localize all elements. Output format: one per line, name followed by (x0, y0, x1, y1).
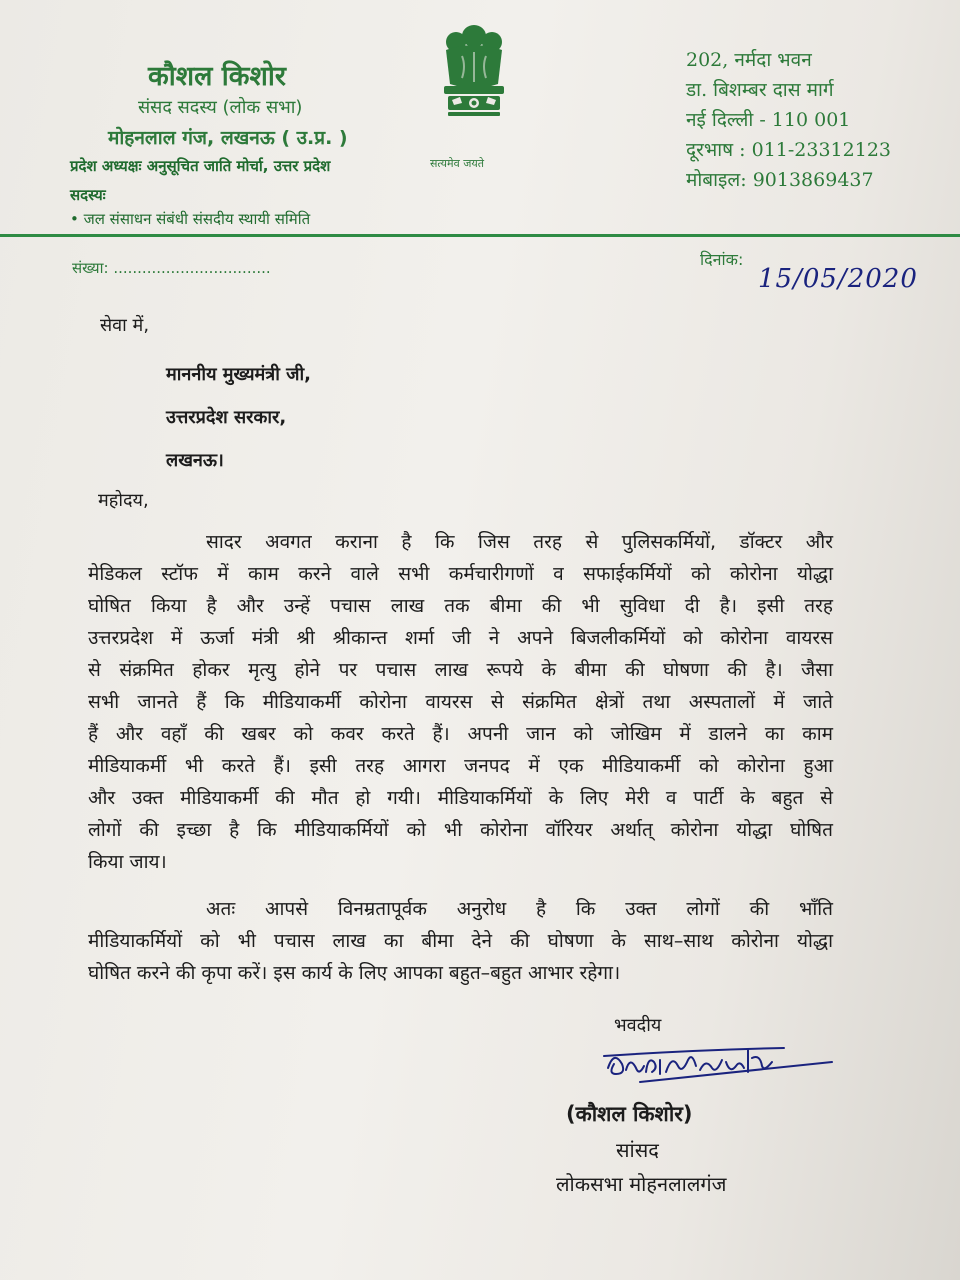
national-emblem-icon (432, 22, 516, 142)
paragraph-line: घोषित करने की कृपा करें। इस कार्य के लिए आपका बहुत–बहुत आभार रहेगा। (88, 962, 621, 984)
mobile-number: मोबाइल: 9013869437 (686, 169, 874, 191)
address-line-1: 202, नर्मदा भवन (686, 49, 812, 71)
letterhead-committee: • जल संसाधन संबंधी संसदीय स्थायी समिति (70, 210, 311, 228)
paragraph-line: मेडिकल स्टॉफ में काम करने वाले सभी कर्मचारीगणों व सफाईकर्मियों को कोरोना योद्धा (88, 563, 833, 585)
paragraph-line: मीडियाकर्मी भी करते हैं। इसी तरह आगरा जनपद में एक मीडियाकर्मी को कोरोना हुआ (88, 755, 833, 777)
recipient-line-3: लखनऊ। (166, 450, 224, 471)
letterhead-designation: संसद सदस्य (लोक सभा) (138, 97, 303, 118)
handwritten-signature (600, 1020, 840, 1100)
greeting: महोदय, (98, 490, 149, 511)
letterhead-constituency: मोहनलाल गंज, लखनऊ ( उ.प्र. ) (108, 127, 348, 149)
address-line-2: डा. बिशम्बर दास मार्ग (686, 79, 834, 101)
valediction: भवदीय (614, 1015, 662, 1036)
recipient-line-1: माननीय मुख्यमंत्री जी, (166, 364, 311, 385)
paragraph-2 (88, 893, 833, 989)
emblem-motto: सत्यमेव जयते (430, 157, 485, 170)
recipient-line-2: उत्तरप्रदेश सरकार, (166, 407, 287, 428)
date-label: दिनांक: (700, 250, 744, 269)
paragraph-line: अतः आपसे विनम्रतापूर्वक अनुरोध है कि उक्त लोगों की भाँति (206, 898, 833, 920)
letterhead-name: कौशल किशोर (148, 61, 286, 92)
paragraph-line: लोगों की इच्छा है कि मीडियाकर्मियों को भी कोरोना वॉरियर अर्थात् कोरोना योद्धा घोषित (88, 819, 833, 841)
address-line-3: नई दिल्ली - 110 001 (686, 109, 851, 131)
paragraph-line: मीडियाकर्मियों को भी पचास लाख का बीमा देने की घोषणा के साथ–साथ कोरोना योद्धा (88, 930, 833, 952)
signer-name: (कौशल किशोर) (566, 1102, 693, 1126)
paragraph-line: घोषित किया है और उन्हें पचास लाख तक बीमा की भी सुविधा दी है। इसी तरह (88, 595, 833, 617)
letterhead-post: प्रदेश अध्यक्षः अनुसूचित जाति मोर्चा, उत्तर प्रदेश (70, 157, 331, 175)
paragraph-line: से संक्रमित होकर मृत्यु होने पर पचास लाख रूपये के बीमा की घोषणा की है। जैसा (88, 659, 833, 681)
signer-constituency: लोकसभा मोहनलालगंज (556, 1172, 727, 1196)
paragraph-line: हैं और वहाँ की खबर को कवर करते हैं। अपनी जान को जोखिम में डालने का काम (88, 723, 833, 745)
paragraph-line: सभी जानते हैं कि मीडियाकर्मी कोरोना वायरस से संक्रमित क्षेत्रों तथा अस्पतालों में जाते (88, 691, 833, 713)
signer-title: सांसद (616, 1138, 659, 1162)
reference-number: संख्या: ................................. (72, 259, 271, 277)
paragraph-line: सादर अवगत कराना है कि जिस तरह से पुलिसकर्मियों, डॉक्टर और (206, 531, 833, 553)
letterhead-member-label: सदस्यः (70, 186, 106, 204)
salutation: सेवा में, (100, 315, 150, 336)
phone-number: दूरभाष : 011-23312123 (686, 139, 891, 161)
paragraph-line: और उक्त मीडियाकर्मी की मौत हो गयी। मीडियाकर्मियों के लिए मेरी व पार्टी के बहुत से (88, 787, 833, 809)
date-value: 15/05/2020 (758, 264, 918, 294)
letterhead-divider (0, 234, 960, 237)
paragraph-1 (88, 526, 833, 878)
paragraph-line: किया जाय। (88, 851, 167, 873)
paragraph-line: उत्तरप्रदेश में ऊर्जा मंत्री श्री श्रीकान्त शर्मा जी ने अपने बिजलीकर्मियों को कोरोना वायरस (88, 627, 833, 649)
